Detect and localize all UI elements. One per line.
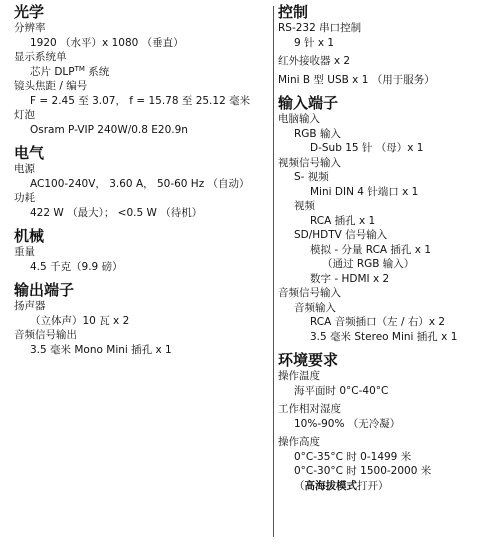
paren-open: （ bbox=[294, 479, 305, 492]
operating-temp-label: 操作温度 bbox=[278, 370, 320, 382]
weight-label: 重量 bbox=[14, 246, 35, 258]
audio-in-sub-label: 音频输入 bbox=[294, 301, 336, 314]
altitude-range-2: 0°C-30°C 时 1500-2000 米 bbox=[294, 465, 432, 477]
section-title-optics: 光学 bbox=[14, 3, 45, 21]
rgb-input-value: D-Sub 15 针 （母）x 1 bbox=[310, 142, 424, 154]
usb-port: Mini B 型 USB x 1 （用于服务） bbox=[278, 73, 435, 86]
audio-rca-jack: RCA 音频插口（左 / 右）x 2 bbox=[310, 316, 446, 328]
via-rgb-note: （通过 RGB 输入） bbox=[322, 258, 415, 270]
rgb-input-label: RGB 输入 bbox=[294, 127, 341, 140]
resolution-label: 分辨率 bbox=[14, 22, 46, 34]
section-title-mechanical: 机械 bbox=[14, 227, 45, 245]
consumption-value: 422 W （最大）； <0.5 W （待机） bbox=[30, 206, 203, 219]
svideo-label: S- 视频 bbox=[294, 171, 329, 183]
display-system-label: 显示系统单 bbox=[14, 51, 67, 63]
digital-hdmi: 数字 - HDMI x 2 bbox=[310, 272, 390, 285]
high-altitude-note bbox=[278, 479, 478, 494]
video-input-label: 视频信号输入 bbox=[278, 156, 341, 169]
svideo-value: Mini DIN 4 针端口 x 1 bbox=[310, 185, 419, 198]
lens-label: 镜头焦距 / 编号 bbox=[14, 80, 88, 92]
section-title-output: 输出端子 bbox=[14, 281, 75, 299]
sdhdtv-label: SD/HDTV 信号输入 bbox=[294, 229, 388, 241]
high-altitude-mode: 高海拔模式 bbox=[304, 479, 357, 492]
humidity-value: 10%-90% （无冷凝） bbox=[294, 417, 401, 430]
rs232-label: RS-232 串口控制 bbox=[278, 22, 362, 34]
speaker-label: 扬声器 bbox=[14, 300, 46, 312]
section-title-environment: 环境要求 bbox=[278, 351, 339, 369]
consumption-label: 功耗 bbox=[14, 192, 35, 204]
weight-value: 4.5 千克（9.9 磅） bbox=[30, 260, 123, 273]
right-column bbox=[278, 0, 478, 493]
section-title-control: 控制 bbox=[278, 3, 309, 21]
lens-value: F = 2.45 至 3.07， f = 15.78 至 25.12 毫米 bbox=[30, 94, 251, 107]
rs232-pins: 9 针 x 1 bbox=[294, 36, 335, 49]
section-title-electrical: 电气 bbox=[14, 144, 45, 162]
left-column bbox=[14, 0, 270, 357]
rca-jack: RCA 插孔 x 1 bbox=[310, 214, 376, 227]
speaker-value: （立体声）10 瓦 x 2 bbox=[30, 314, 130, 327]
altitude-range-1: 0°C-35°C 时 0-1499 米 bbox=[294, 450, 412, 463]
audio-output-value: 3.5 毫米 Mono Mini 插孔 x 1 bbox=[30, 343, 172, 356]
lamp-label: 灯泡 bbox=[14, 109, 35, 121]
display-prefix: 芯片 DLP bbox=[30, 65, 75, 78]
power-value: AC100-240V， 3.60 A， 50-60 Hz （自动） bbox=[30, 177, 250, 190]
power-label: 电源 bbox=[14, 163, 35, 175]
audio-stereo-mini: 3.5 毫米 Stereo Mini 插孔 x 1 bbox=[310, 330, 458, 343]
section-title-input: 输入端子 bbox=[278, 94, 339, 112]
humidity-label: 工作相对湿度 bbox=[278, 403, 341, 415]
display-suffix: 系统 bbox=[84, 65, 110, 78]
display-system-value bbox=[14, 65, 270, 80]
ir-receiver: 红外接收器 x 2 bbox=[278, 55, 351, 67]
resolution-value: 1920 （水平）x 1080 （垂直） bbox=[30, 36, 184, 49]
altitude-label: 操作高度 bbox=[278, 436, 320, 448]
pc-input-label: 电脑输入 bbox=[278, 113, 320, 125]
operating-temp-value: 海平面时 0°C-40°C bbox=[294, 384, 389, 397]
audio-input-label: 音频信号输入 bbox=[278, 287, 341, 299]
lamp-value: Osram P-VIP 240W/0.8 E20.9n bbox=[30, 123, 188, 136]
paren-close: 打开） bbox=[357, 479, 389, 492]
audio-output-label: 音频信号输出 bbox=[14, 329, 77, 341]
column-divider bbox=[273, 6, 274, 537]
video-sub-label: 视频 bbox=[294, 200, 315, 212]
trademark-mark: TM bbox=[74, 64, 85, 73]
analog-component: 模拟 - 分量 RCA 插孔 x 1 bbox=[310, 243, 431, 256]
